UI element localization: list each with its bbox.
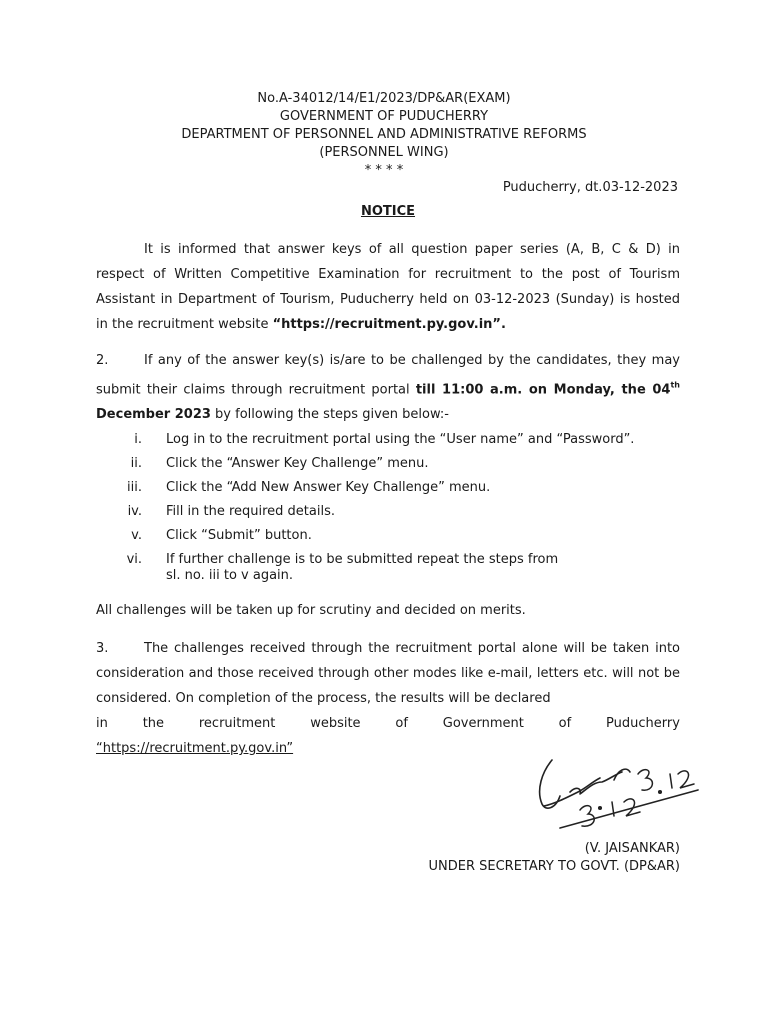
paragraph-2-text: If any of the answer key(s) is/are to be challenged by the candidates, they may submit their claims through recruitment portal <box>96 353 680 398</box>
paragraph-3-url: “https://recruitment.py.gov.in” <box>96 741 294 756</box>
step-item <box>96 456 696 472</box>
step-item <box>96 552 696 584</box>
step-item <box>96 504 696 520</box>
letter-header <box>0 90 768 180</box>
step-text: Fill in the required details. <box>166 504 335 519</box>
paragraph-2-number: 2. <box>96 353 109 368</box>
wing-name: (PERSONNEL WING) <box>319 145 449 160</box>
paragraph-1-url: “https://recruitment.py.gov.in”. <box>272 317 506 332</box>
step-item <box>96 432 696 448</box>
header-stars: * * * * <box>364 163 404 178</box>
step-text: If further challenge is to be submitted repeat the steps from sl. no. iii to v again. <box>166 552 559 583</box>
handwritten-signature <box>530 752 700 842</box>
step-text: Log in to the recruitment portal using the “User name” and “Password”. <box>166 432 635 447</box>
signer-block <box>396 840 680 876</box>
department-name: DEPARTMENT OF PERSONNEL AND ADMINISTRATIVE REFORMS <box>181 127 587 142</box>
step-numeral: v. <box>131 528 142 543</box>
government-name: GOVERNMENT OF PUDUCHERRY <box>279 109 489 124</box>
paragraph-3 <box>96 636 680 761</box>
paragraph-3-number: 3. <box>96 641 109 656</box>
justified-word: in <box>96 716 108 731</box>
reference-number: No.A-34012/14/E1/2023/DP&AR(EXAM) <box>257 91 511 106</box>
step-item <box>96 480 696 496</box>
date-line: Puducherry, dt.03-12-2023 <box>502 180 678 195</box>
signer-designation: UNDER SECRETARY TO GOVT. (DP&AR) <box>428 859 680 874</box>
deadline-part-1: till 11:00 a.m. on Monday, the 04 <box>415 382 671 398</box>
step-text: Click the “Answer Key Challenge” menu. <box>166 456 429 471</box>
step-numeral: iii. <box>127 480 142 495</box>
paragraph-3-text: The challenges received through the recruitment portal alone will be taken into consideration and those received through other modes like e-mail, letters etc. will not be considered. On completion of the process, the results will be declared <box>96 641 680 706</box>
step-numeral: ii. <box>130 456 142 471</box>
step-numeral: vi. <box>126 552 142 567</box>
deadline-superscript: th <box>670 381 680 390</box>
step-numeral: i. <box>134 432 142 447</box>
step-text: Click the “Add New Answer Key Challenge” menu. <box>166 480 491 495</box>
steps-list <box>96 432 696 592</box>
paragraph-3-last-line <box>96 711 680 736</box>
deadline-part-2: December 2023 <box>96 407 211 423</box>
justified-word: recruitment <box>198 716 276 731</box>
step-numeral: iv. <box>127 504 142 519</box>
justified-word: website <box>310 716 361 731</box>
step-item <box>96 528 696 544</box>
notice-title: NOTICE <box>360 204 416 219</box>
step-text: Click “Submit” button. <box>166 528 312 543</box>
paragraph-2 <box>96 348 680 427</box>
justified-word: Government <box>442 716 524 731</box>
all-challenges-note: All challenges will be taken up for scrutiny and decided on merits. <box>96 603 526 618</box>
justified-word: the <box>142 716 165 731</box>
justified-word: of <box>395 716 408 731</box>
justified-word: Puducherry <box>606 716 680 731</box>
paragraph-1-text: It is informed that answer keys of all question paper series (A, B, C & D) in respect of Written Competitive Examination for recruitment to the post of Tourism Assistant in Department of Tourism, Puducherry held on 03-12-2023 (Sunday) is hosted in the recruitment website <box>96 242 680 332</box>
justified-word: of <box>558 716 572 731</box>
signer-name: (V. JAISANKAR) <box>584 841 680 856</box>
paragraph-1 <box>96 237 680 337</box>
paragraph-2-end: by following the steps given below:- <box>210 407 449 423</box>
